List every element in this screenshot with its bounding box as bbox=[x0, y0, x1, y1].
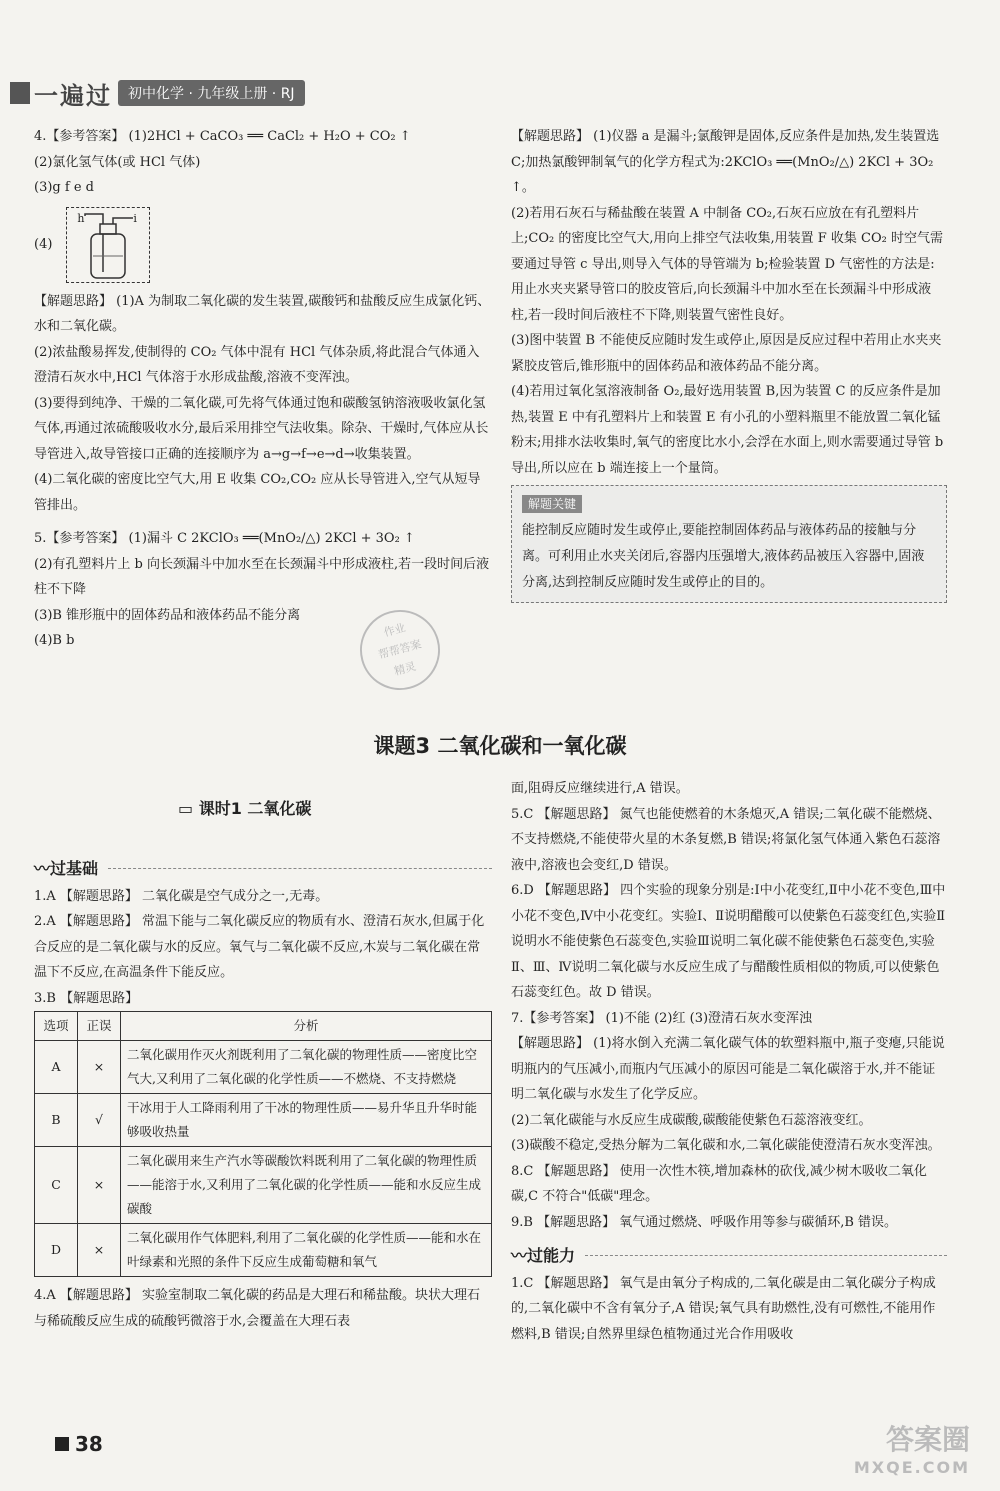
table-cell: B bbox=[35, 1094, 78, 1147]
wave-icon: 〰 bbox=[511, 1246, 528, 1265]
answer-line: (2)氯化氢气体(或 HCl 气体) bbox=[34, 154, 201, 170]
left-column-bottom bbox=[34, 848, 492, 1334]
explanation-line: (2)浓盐酸易挥发,使制得的 CO₂ 气体中混有 HCl 气体杂质,将此混合气体通入澄清石灰水中,HCl 气体溶于水形成盐酸,溶液不变浑浊。 bbox=[34, 344, 480, 385]
explanation-line: (3)要得到纯净、干燥的二氧化碳,可先将气体通过饱和碳酸氢钠溶液吸收氯化氢气体,再通过浓硫酸吸收水分,最后采用排空气法收集。除杂、干燥时,气体应从长导管进入,故导管接口正确的连接顺序为 a→g→f→e→d→收集装置。 bbox=[34, 395, 489, 462]
section-ability-label: 过能力 bbox=[527, 1246, 576, 1265]
question-answer: 3.B 【解题思路】 bbox=[34, 990, 139, 1006]
table-row bbox=[35, 1224, 492, 1277]
watermark-main: 答案圈 bbox=[885, 1423, 970, 1456]
table-cell: A bbox=[35, 1041, 78, 1094]
question-answer: 【解题思路】 (1)将水倒入充满二氧化碳气体的软塑料瓶中,瓶子变瘪,只能说明瓶内的气压减小,而瓶内气压减小的原因可能是二氧化碳溶于水,并不能证明二氧化碳与水发生了化学反应。 bbox=[511, 1036, 945, 1102]
explanation-line: (4)若用过氧化氢溶液制备 O₂,最好选用装置 B,因为装置 C 的反应条件是加热,装置 E 中有孔塑料片上和装置 E 有小孔的小塑料瓶里不能放置二氧化锰粉末;用排水法收集时,氧气的密度比水小,会浮在水面上,则水需要通过导管 b 导出,所以应在 b 端连接上一个量筒。 bbox=[511, 384, 944, 476]
page-marker bbox=[55, 1437, 69, 1451]
table-header: 正误 bbox=[78, 1012, 121, 1041]
table-cell: × bbox=[78, 1147, 121, 1224]
question-answer: (3)碳酸不稳定,受热分解为二氧化碳和水,二氧化碳能使澄清石灰水变浑浊。 bbox=[511, 1138, 941, 1153]
lesson-title bbox=[178, 796, 311, 819]
page-footer bbox=[55, 1432, 103, 1456]
table-cell: 二氧化碳用作灭火剂既利用了二氧化碳的物理性质——密度比空气大,又利用了二氧化碳的化学性质——不燃烧、不支持燃烧 bbox=[121, 1041, 492, 1094]
answer-line: (2)有孔塑料片上 b 向长颈漏斗中加水至在长颈漏斗中形成液柱,若一段时间后液柱不下降 bbox=[34, 556, 490, 597]
question-answer: 1.C 【解题思路】 氧气是由氧分子构成的,二氧化碳是由二氧化碳分子构成的,二氧化碳中不含有氧分子,A 错误;氧气具有助燃性,没有可燃性,不能用作燃料,B 错误;自然界里绿色植物通过光合作用吸收 bbox=[511, 1275, 936, 1342]
right-column-top bbox=[511, 124, 947, 603]
page-header bbox=[10, 78, 305, 108]
table-row bbox=[35, 1147, 492, 1224]
table-row bbox=[35, 1041, 492, 1094]
analysis-table bbox=[34, 1011, 492, 1277]
answer-line: (3)B 锥形瓶中的固体药品和液体药品不能分离 bbox=[34, 607, 301, 623]
table-cell: D bbox=[35, 1224, 78, 1277]
topic-title: 课题3 二氧化碳和一氧化碳 bbox=[373, 734, 627, 758]
wave-icon: 〰 bbox=[34, 859, 51, 878]
page-number: 38 bbox=[75, 1432, 103, 1456]
table-header: 选项 bbox=[35, 1012, 78, 1041]
stamp-text: 精灵 bbox=[392, 659, 418, 678]
section-basic bbox=[34, 856, 492, 882]
stamp-text: 帮帮答案 bbox=[376, 637, 423, 662]
apparatus-figure bbox=[34, 207, 492, 283]
question-answer: 4.A 【解题思路】 实验室制取二氧化碳的药品是大理石和稀盐酸。块状大理石与稀硫酸反应生成的硫酸钙微溶于水,会覆盖在大理石表 bbox=[34, 1288, 481, 1329]
question-answer: 2.A 【解题思路】 常温下能与二氧化碳反应的物质有水、澄清石灰水,但属于化合反应的是二氧化碳与水的反应。氧气与二氧化碳不反应,木炭与二氧化碳在常温下不反应,在高温条件下能反应。 bbox=[34, 914, 485, 980]
question-answer: 8.C 【解题思路】 使用一次性木筷,增加森林的砍伐,减少树木吸收二氧化碳,C 不符合"低碳"理念。 bbox=[511, 1163, 927, 1204]
section-divider bbox=[108, 868, 492, 869]
stamp-text: 作业 bbox=[382, 621, 408, 640]
key-points-box bbox=[511, 485, 947, 603]
header-block bbox=[10, 82, 30, 104]
table-cell: 二氧化碳用来生产汽水等碳酸饮料既利用了二氧化碳的物理性质——能溶于水,又利用了二氧化碳的化学性质——能和水反应生成碳酸 bbox=[121, 1147, 492, 1224]
right-column-bottom bbox=[511, 776, 947, 1347]
table-header: 分析 bbox=[121, 1012, 492, 1041]
table-cell: × bbox=[78, 1041, 121, 1094]
lesson-title-text: 课时1 二氧化碳 bbox=[198, 799, 312, 818]
question-answer: 9.B 【解题思路】 氧气通过燃烧、呼吸作用等参与碳循环,B 错误。 bbox=[511, 1214, 898, 1230]
answer-line: (4)B b bbox=[34, 633, 75, 648]
explanation-line: (2)若用石灰石与稀盐酸在装置 A 中制备 CO₂,石灰石应放在有孔塑料片上;CO₂ 的密度比空气大,用向上排空气法收集,用装置 F 收集 CO₂ 时空气需要通过导管 c 导出,则导入气体的导管端为 b;检验装置 D 气密性的方法是:用止水夹夹紧导管口的胶皮管后,向长颈漏斗中加水至在长颈漏斗中形成液柱,若一段时间后液柱不下降,则装置气密性良好。 bbox=[511, 205, 943, 323]
table-cell: 干冰用于人工降雨利用了干冰的物理性质——易升华且升华时能够吸收热量 bbox=[121, 1094, 492, 1147]
gas-bottle-diagram bbox=[66, 207, 150, 283]
brand-logo: 一遍过 bbox=[34, 81, 112, 110]
table-cell: 二氧化碳用作气体肥料,利用了二氧化碳的化学性质——能和水在叶绿素和光照的条件下反应生成葡萄糖和氧气 bbox=[121, 1224, 492, 1277]
table-header-row bbox=[35, 1012, 492, 1041]
question-answer: 1.A 【解题思路】 二氧化碳是空气成分之一,无毒。 bbox=[34, 888, 329, 904]
table-row bbox=[35, 1094, 492, 1147]
key-points-text: 能控制反应随时发生或停止,要能控制固体药品与液体药品的接触与分离。可利用止水夹关闭后,容器内压强增大,液体药品被压入容器中,固液分离,达到控制反应随时发生或停止的目的。 bbox=[522, 523, 925, 590]
answer-line: 5.【参考答案】 (1)漏斗 C 2KClO₃ ══(MnO₂/△) 2KCl + 3O₂ ↑ bbox=[34, 531, 415, 546]
table-cell: C bbox=[35, 1147, 78, 1224]
explanation-line: 【解题思路】 (1)仪器 a 是漏斗;氯酸钾是固体,反应条件是加热,发生装置选 C;加热氯酸钾制氧气的化学方程式为:2KClO₃ ══(MnO₂/△) 2KCl + 3O₂ ↑。 bbox=[511, 129, 940, 195]
section-ability bbox=[511, 1243, 947, 1269]
answer-line: (3)g f e d bbox=[34, 180, 94, 195]
question-answer: 面,阻碍反应继续进行,A 错误。 bbox=[511, 781, 689, 796]
question-answer: 7.【参考答案】 (1)不能 (2)红 (3)澄清石灰水变浑浊 bbox=[511, 1010, 813, 1026]
book-subtitle: 初中化学 · 九年级上册 · RJ bbox=[118, 80, 305, 106]
tube-label-h: h bbox=[77, 211, 85, 225]
key-points-tag: 解题关键 bbox=[522, 495, 582, 513]
book-icon: ▭ bbox=[178, 799, 199, 818]
section-divider bbox=[585, 1255, 947, 1256]
tube-label-i: i bbox=[133, 211, 137, 225]
explanation-line: (3)图中装置 B 不能使反应随时发生或停止,原因是反应过程中若用止水夹夹紧胶皮管后,锥形瓶中的固体药品和液体药品不能分离。 bbox=[511, 333, 942, 374]
explanation-line: (4)二氧化碳的密度比空气大,用 E 收集 CO₂,CO₂ 应从长导管进入,空气从短导管排出。 bbox=[34, 472, 481, 513]
question-answer: (2)二氧化碳能与水反应生成碳酸,碳酸能使紫色石蕊溶液变红。 bbox=[511, 1112, 872, 1128]
table-cell: √ bbox=[78, 1094, 121, 1147]
question-answer: 6.D 【解题思路】 四个实验的现象分别是:Ⅰ中小花变红,Ⅱ中小花不变色,Ⅲ中小花不变色,Ⅳ中小花变红。实验Ⅰ、Ⅱ说明醋酸可以使紫色石蕊变红色,实验Ⅱ说明水不能使紫色石蕊变色,实验Ⅲ说明二氧化碳不能使紫色石蕊变色,实验Ⅱ、Ⅲ、Ⅳ说明二氧化碳与水反应生成了与醋酸性质相似的物质,可以使紫色石蕊变红色。故 D 错误。 bbox=[511, 883, 946, 1000]
watermark bbox=[854, 1418, 970, 1477]
table-cell: × bbox=[78, 1224, 121, 1277]
answer-line: 4.【参考答案】 (1)2HCl + CaCO₃ ══ CaCl₂ + H₂O + CO₂ ↑ bbox=[34, 129, 411, 144]
question-answer: 5.C 【解题思路】 氮气也能使燃着的木条熄灭,A 错误;二氧化碳不能燃烧、不支持燃烧,不能使带火星的木条复燃,B 错误;将氯化氢气体通入紫色石蕊溶液中,溶液也会变红,D 错误。 bbox=[511, 806, 941, 873]
watermark-sub: MXQE.COM bbox=[853, 1458, 970, 1477]
explanation-line: 【解题思路】 (1)A 为制取二氧化碳的发生装置,碳酸钙和盐酸反应生成氯化钙、水和二氧化碳。 bbox=[34, 293, 491, 334]
section-basic-label: 过基础 bbox=[50, 859, 99, 878]
left-column-top bbox=[34, 124, 492, 654]
apparatus-label: (4) bbox=[34, 236, 53, 252]
